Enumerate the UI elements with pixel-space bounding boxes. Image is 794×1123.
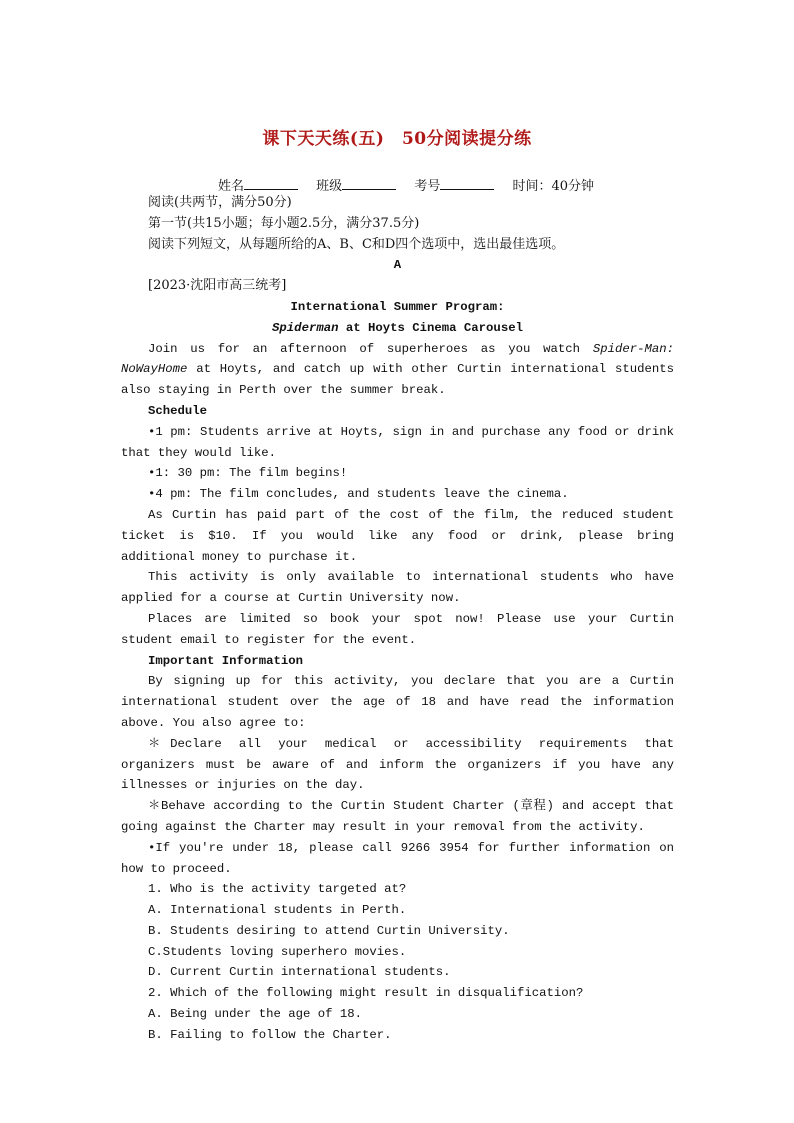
question-1-stem: 1. Who is the activity targeted at? [148, 882, 407, 897]
schedule-item: •1 pm: Students arrive at Hoyts, sign in and purchase any food or drink that they would like. [121, 424, 674, 460]
document-body [121, 190, 674, 1046]
intro-line-3: 阅读下列短文，从每题所给的A、B、C和D四个选项中，选出最佳选项。 [148, 236, 565, 252]
p1-film-title: Spider-Man: NoWayHome [121, 341, 674, 377]
class-blank [342, 177, 396, 190]
schedule-heading: Schedule [148, 403, 208, 418]
heading-2-rest: at Hoyts Cinema Carousel [338, 320, 523, 335]
question-2-option: A. Being under the age of 18. [148, 1007, 363, 1022]
important-heading: Important Information [148, 653, 303, 668]
page-title: 课下天天练(五) 50分阅读提分练 [262, 129, 532, 149]
paragraph-register: Places are limited so book your spot now! Please use your Curtin student email to register for the event. [121, 611, 674, 647]
exam-number-label: 考号 [414, 179, 441, 194]
paragraph-eligibility: This activity is only available to international students who have applied for a course at Curtin University now. [121, 570, 674, 606]
schedule-item: •1: 30 pm: The film begins! [148, 466, 348, 481]
rule-item: ＊Behave according to the Curtin Student Charter (章程) and accept that going against the Charter may result in your removal from the activity. [121, 799, 674, 834]
time-limit: 时间：40分钟 [512, 179, 595, 194]
section-label: A [393, 258, 402, 273]
article-heading-2 [121, 318, 674, 339]
intro-line-2: 第一节(共15小题；每小题2.5分，满分37.5分) [148, 215, 420, 231]
paragraph-intro [121, 339, 674, 401]
exam-number-blank [440, 177, 494, 190]
paragraph-ticket: As Curtin has paid part of the cost of the film, the reduced student ticket is $10. If you would like any food or drink, please bring additional money to purchase it. [121, 507, 674, 564]
article-heading-1: International Summer Program: [290, 299, 505, 314]
name-label: 姓名 [218, 179, 245, 194]
rule-item: •If you're under 18, please call 9266 3954 for further information on how to proceed. [121, 840, 674, 876]
question-1-option: A. International students in Perth. [148, 903, 407, 918]
name-blank [244, 177, 298, 190]
question-1-option: D. Current Curtin international students. [148, 965, 451, 980]
paragraph-declare: By signing up for this activity, you declare that you are a Curtin international student over the age of 18 and have read the information above. You also agree to: [121, 674, 674, 730]
question-1-option: C.Students loving superhero movies. [148, 944, 407, 959]
rule-item: ＊Declare all your medical or accessibility requirements that organizers must be aware of and inform the organizers if you have any illnesses or injuries on the day. [121, 736, 674, 793]
intro-line-1: 阅读(共两节，满分50分) [148, 195, 292, 210]
question-1-option: B. Students desiring to attend Curtin University. [148, 923, 510, 938]
question-2-stem: 2. Which of the following might result in disqualification? [148, 986, 584, 1001]
schedule-item: •4 pm: The film concludes, and students leave the cinema. [148, 487, 569, 502]
question-2-option: B. Failing to follow the Charter. [148, 1027, 392, 1042]
p1-part-b: at Hoyts, and catch up with other Curtin international students also staying in Perth over the summer break. [121, 362, 674, 398]
p1-part-a: Join us for an afternoon of superheroes as you watch [148, 341, 593, 356]
source-line: [2023·沈阳市高三统考] [148, 278, 287, 294]
class-label: 班级 [316, 179, 343, 194]
film-title-italic: Spiderman [272, 320, 339, 335]
